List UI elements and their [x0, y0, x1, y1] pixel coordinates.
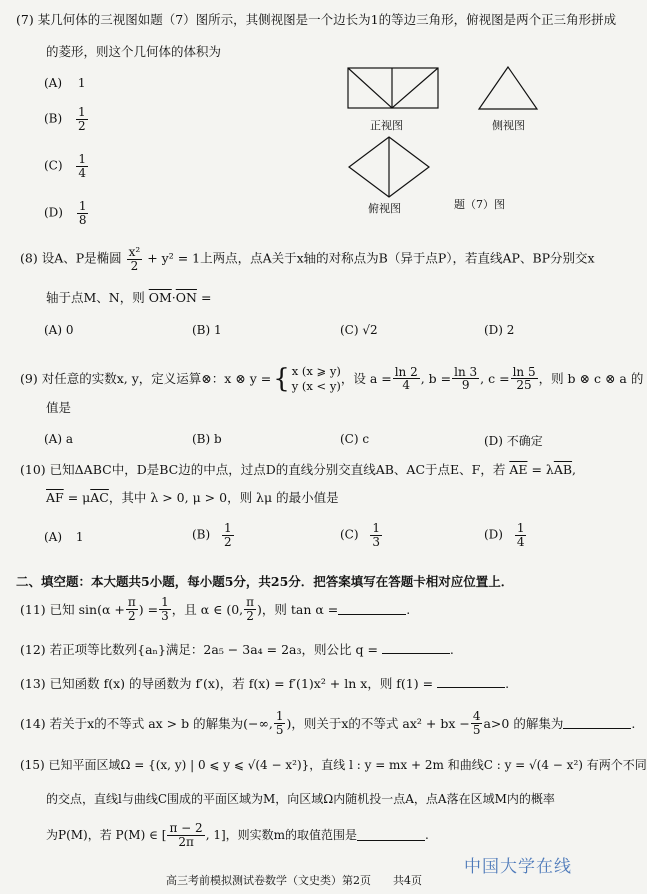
option-label: (C) — [340, 527, 359, 542]
q14-fraction-2: $\frac{4}{5}$ — [472, 709, 481, 737]
q10-line1: (10) 已知ΔABC中，D是BC边的中点，过点D的直线分别交直线AB、AC于点E、F，若 $\overline{AE} = \lambda\overline{AB}$, — [20, 462, 577, 477]
q11-value-fraction: $\frac{1}{3}$ — [161, 595, 169, 623]
q11-t3: ，且 α ∈ (0, — [171, 601, 244, 617]
q13-number: (13) — [20, 676, 46, 691]
q15-number: (15) — [20, 758, 45, 772]
brace-symbol: { — [273, 363, 290, 394]
q10-eq1: = λ — [531, 462, 554, 477]
q10-eq2: = μ — [67, 490, 91, 505]
q8-option-b: (B) 1 — [192, 323, 222, 337]
c-prefix: , c = — [480, 371, 510, 387]
b-prefix: , b = — [420, 371, 452, 387]
option-label: (B) — [192, 527, 211, 542]
q15-line1 — [20, 758, 647, 772]
q11-t2: ) = — [138, 601, 159, 617]
front-view-figure — [346, 64, 442, 114]
vector-ac: $\overline{AC}$ — [90, 490, 109, 505]
equals-sign: = — [200, 290, 212, 305]
option-label: (B) — [44, 111, 63, 126]
q12-text: 若正项等比数列{aₙ}满足：2a₅ − 3a₄ = 2a₃，则公比 q = — [49, 642, 378, 657]
q7-number: (7) — [16, 12, 34, 27]
dot-operator: · — [171, 290, 176, 305]
option-fraction: $\frac{1}{2}$ — [224, 521, 232, 549]
b-fraction: $\frac{\ln 3}{9}$ — [454, 364, 478, 393]
q13-text: 已知函数 f(x) 的导函数为 f′(x)，若 f(x) = f′(1)x² + ln x，则 f(1) = — [49, 676, 434, 691]
q10-line2 — [46, 490, 339, 505]
q8-option-a: (A) 0 — [44, 323, 74, 337]
option-fraction: $\frac{1}{8}$ — [78, 199, 87, 227]
q7-option-b — [44, 106, 89, 132]
option-fraction: $\frac{1}{2}$ — [78, 105, 86, 133]
case-1: x (x ⩾ y) — [291, 364, 341, 378]
option-label: (D) — [44, 205, 63, 220]
q15-text1: 已知平面区域Ω = {(x, y) | 0 ⩽ y ⩽ √(4 − x²)}，直线 l : y = mx + 2m 和曲线C : y = √(4 − x²) 有两个不同 — [48, 758, 647, 772]
option-fraction: $\frac{1}{3}$ — [372, 521, 381, 549]
q8-option-c: (C) √2 — [340, 323, 378, 337]
q9-number: (9) — [20, 371, 38, 387]
front-view-label: 正视图 — [370, 119, 403, 132]
q14-t2: )，则关于x的不等式 ax² + bx − — [286, 715, 470, 731]
q8-text1b: + y² = 1上两点，点A关于x轴的对称点为B（异于点P），若直线AP、BP分别交x — [147, 250, 595, 266]
q11-interval-fraction: $\frac{\pi}{2}$ — [246, 595, 255, 623]
q12-number: (12) — [20, 642, 46, 657]
q9-line1 — [20, 364, 643, 394]
page-footer: 高三考前模拟测试卷数学（文史类）第2页 共4页 — [166, 874, 422, 887]
q15-answer-blank[interactable] — [357, 829, 425, 841]
option-fraction: $\frac{1}{4}$ — [78, 152, 87, 180]
case-2: y (x < y) — [291, 378, 341, 393]
q11-pi-fraction: $\frac{\pi}{2}$ — [127, 595, 136, 623]
q10-text2-rest: ，其中 λ > 0, μ > 0，则 λμ 的最小值是 — [108, 490, 339, 505]
q11-end: . — [406, 601, 411, 617]
q8-number: (8) — [20, 250, 38, 266]
q9-text1c: ，则 b ⊗ c ⊗ a 的 — [538, 371, 644, 387]
q11-answer-blank[interactable] — [338, 603, 406, 615]
q8-text1a: 设A、P是椭圆 — [41, 250, 122, 266]
q7-line1 — [16, 12, 616, 27]
q13-end: . — [505, 676, 510, 691]
q13-answer-blank[interactable] — [437, 676, 505, 688]
q10-option-d — [484, 522, 527, 548]
q11-t1: 已知 sin(α + — [49, 601, 125, 617]
q12-line — [20, 642, 454, 657]
option-label: (C) — [44, 158, 63, 173]
section-heading: 二、填空题：本大题共5小题，每小题5分，共25分．把答案填写在答题卡相对应位置上． — [16, 574, 514, 589]
vector-af: $\overline{AF}$ — [46, 490, 64, 505]
top-view-figure — [346, 134, 432, 200]
piecewise-cases — [292, 364, 341, 394]
top-view-label: 俯视图 — [368, 202, 401, 215]
q15-end: . — [425, 827, 429, 842]
vector-ab: $\overline{AB}$ — [553, 462, 573, 477]
q11-t4: )，则 tan α = — [257, 601, 339, 617]
c-fraction: $\frac{\ln 5}{25}$ — [512, 364, 536, 393]
q12-answer-blank[interactable] — [382, 642, 450, 654]
q14-t1: 若关于x的不等式 ax > b 的解集为(−∞, — [49, 715, 273, 731]
watermark-logo: 中国大学在线 — [464, 857, 572, 877]
q8-line1 — [20, 246, 595, 272]
figure-caption: 题（7）图 — [454, 198, 505, 211]
q10-number: (10) — [20, 462, 46, 477]
q9-text1a: 对任意的实数x, y，定义运算⊗：x ⊗ y = — [41, 371, 272, 387]
q11-number: (11) — [20, 601, 46, 617]
vector-om: $\overline{OM}$ — [148, 290, 172, 305]
q10-option-a — [44, 530, 84, 544]
q15-fraction: $\frac{\pi - 2}{2\pi}$ — [169, 821, 203, 849]
option-fraction: $\frac{1}{4}$ — [516, 521, 525, 549]
q12-end: . — [449, 642, 454, 657]
q14-line — [20, 710, 635, 736]
q9-option-c: (C) c — [340, 432, 370, 446]
option-label: (A) — [44, 530, 63, 544]
q10-option-c — [340, 522, 383, 548]
q14-fraction-1: $\frac{1}{5}$ — [275, 709, 284, 737]
side-view-figure — [476, 64, 540, 114]
option-value: 1 — [77, 76, 86, 90]
q7-option-c — [44, 153, 89, 179]
q15-text2: 的交点，直线l与曲线C围成的平面区域为M，向区域Ω内随机投一点A，点A落在区域M内的概率 — [46, 792, 555, 806]
q14-t3: a>0 的解集为 — [483, 715, 564, 731]
side-view-label: 侧视图 — [492, 119, 525, 132]
q15-line3 — [46, 822, 429, 848]
q8-line2 — [46, 290, 211, 305]
q8-text2: 轴于点M、N，则 — [46, 290, 145, 305]
q9-option-b: (B) b — [192, 432, 222, 446]
q9-text2: 值是 — [46, 400, 72, 415]
option-label: (D) — [484, 527, 503, 542]
q7-option-a — [44, 76, 86, 90]
vector-ae: $\overline{AE}$ — [509, 462, 528, 477]
q15-text3a: 为P(M)，若 P(M) ∈ [ — [46, 827, 167, 842]
a-fraction: $\frac{\ln 2}{4}$ — [394, 364, 418, 393]
ellipse-fraction: $\frac{\text{x²}}{2}$ — [128, 245, 141, 273]
q9-text1b: ，设 a = — [340, 371, 392, 387]
q14-number: (14) — [20, 715, 46, 731]
q7-text2: 的菱形，则这个几何体的体积为 — [46, 44, 222, 59]
q7-option-d — [44, 200, 89, 226]
q7-text1: 某几何体的三视图如题（7）图所示，其侧视图是一个边长为1的等边三角形，俯视图是两个正三角形拼成 — [37, 12, 617, 27]
q15-text3b: , 1]，则实数m的取值范围是 — [205, 827, 358, 842]
q13-line — [20, 676, 509, 691]
option-label: (A) — [44, 76, 63, 90]
q9-option-d: (D) 不确定 — [484, 434, 543, 448]
q14-end: . — [631, 715, 636, 731]
q11-line — [20, 596, 410, 622]
vector-on: $\overline{ON}$ — [175, 290, 197, 305]
q10-option-b — [192, 522, 235, 548]
q14-answer-blank[interactable] — [563, 717, 631, 729]
q8-option-d: (D) 2 — [484, 323, 515, 337]
option-value: 1 — [75, 530, 84, 544]
q9-option-a: (A) a — [44, 432, 73, 446]
q10-text1: 已知ΔABC中，D是BC边的中点，过点D的直线分别交直线AB、AC于点E、F，若 — [49, 462, 506, 477]
